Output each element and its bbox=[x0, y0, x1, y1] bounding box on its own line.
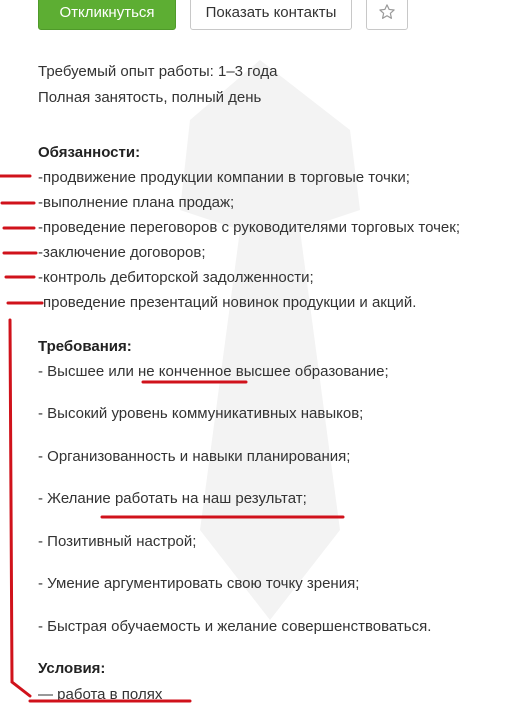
requirement-item: - Высокий уровень коммуникативных навыков; bbox=[38, 405, 364, 422]
duties-heading: Обязанности: bbox=[38, 144, 141, 161]
requirement-item: - Умение аргументировать свою точку зрения; bbox=[38, 575, 360, 592]
requirements-heading: Требования: bbox=[38, 338, 132, 355]
duty-item: -контроль дебиторской задолженности; bbox=[38, 269, 314, 286]
duty-item: -продвижение продукции компании в торговые точки; bbox=[38, 169, 410, 186]
duty-item: -заключение договоров; bbox=[38, 244, 206, 261]
duty-item: -проведение переговоров с руководителями торговых точек; bbox=[38, 219, 461, 236]
duty-item: -выполнение плана продаж; bbox=[38, 194, 235, 211]
annotation-vertical-line bbox=[10, 320, 30, 696]
show-contacts-button[interactable]: Показать контакты bbox=[190, 0, 352, 30]
conditions-heading: Условия: bbox=[38, 660, 106, 677]
vacancy-actions bbox=[38, 0, 408, 32]
duty-item: -проведение презентаций новинок продукции и акций. bbox=[38, 294, 417, 311]
respond-button[interactable]: Откликнуться bbox=[38, 0, 176, 30]
experience-text: Требуемый опыт работы: 1–3 года bbox=[38, 63, 278, 80]
star-icon bbox=[378, 3, 396, 21]
requirement-item: - Быстрая обучаемость и желание совершенствоваться. bbox=[38, 618, 432, 635]
requirement-item: - Высшее или не конченное высшее образование; bbox=[38, 363, 389, 380]
employment-text: Полная занятость, полный день bbox=[38, 89, 262, 106]
requirement-item: - Желание работать на наш результат; bbox=[38, 490, 307, 507]
requirement-item: - Организованность и навыки планирования; bbox=[38, 448, 351, 465]
requirement-item: - Позитивный настрой; bbox=[38, 533, 197, 550]
favorite-button[interactable] bbox=[366, 0, 408, 30]
condition-item: — работа в полях bbox=[38, 686, 163, 703]
